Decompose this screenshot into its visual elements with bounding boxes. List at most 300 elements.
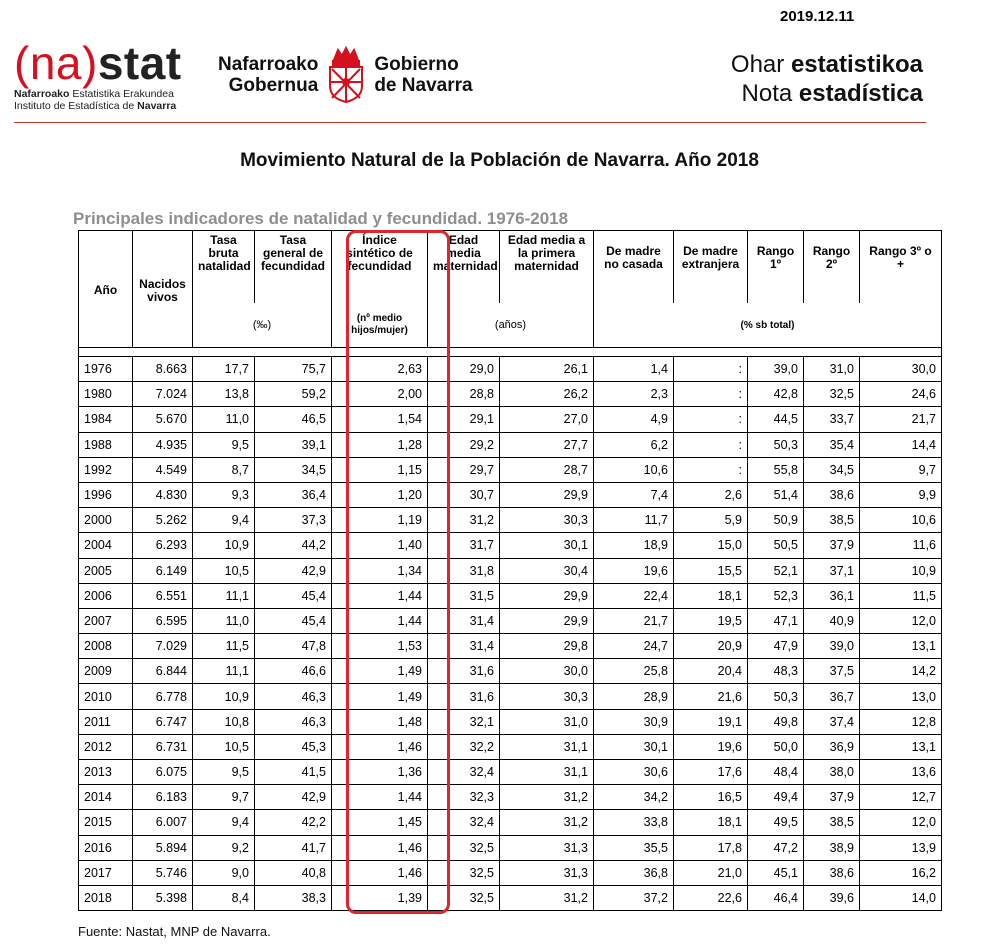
table-cell: 32,1	[428, 709, 500, 734]
table-cell: 44,2	[255, 533, 332, 558]
table-cell: 2012	[79, 734, 133, 759]
table-cell: 19,5	[674, 608, 748, 633]
table-cell: 30,4	[500, 558, 594, 583]
table-row	[79, 760, 942, 785]
table-cell: 42,8	[748, 382, 804, 407]
table-cell: 28,7	[500, 457, 594, 482]
table-cell: 49,8	[748, 709, 804, 734]
table-cell: 4.935	[133, 432, 193, 457]
table-cell: 31,0	[500, 709, 594, 734]
publication-date: 2019.12.11	[780, 8, 855, 25]
unit-children-per-woman: (nº medio hijos/mujer)	[332, 303, 428, 348]
table-cell: 1,34	[332, 558, 428, 583]
table-cell: 2016	[79, 835, 133, 860]
table-cell: 10,6	[860, 508, 942, 533]
table-cell: 2000	[79, 508, 133, 533]
table-cell: 2011	[79, 709, 133, 734]
table-cell: 10,5	[193, 558, 255, 583]
table-cell: 32,5	[804, 382, 860, 407]
table-cell: 32,5	[428, 835, 500, 860]
table-cell: 31,0	[804, 357, 860, 382]
table-cell: 34,2	[594, 785, 674, 810]
table-cell: 11,1	[193, 659, 255, 684]
header-rank-3: Rango 3º o +	[860, 231, 942, 304]
table-cell: 10,9	[860, 558, 942, 583]
table-cell: 11,0	[193, 407, 255, 432]
table-cell: 1,40	[332, 533, 428, 558]
table-cell: 36,8	[594, 860, 674, 885]
table-cell: 24,7	[594, 634, 674, 659]
table-cell: 50,3	[748, 684, 804, 709]
table-cell: 31,5	[428, 583, 500, 608]
table-cell: 20,9	[674, 634, 748, 659]
table-cell: 1,28	[332, 432, 428, 457]
table-cell: 36,1	[804, 583, 860, 608]
table-row	[79, 860, 942, 885]
table-row	[79, 482, 942, 507]
table-cell: 50,0	[748, 734, 804, 759]
government-logo	[218, 46, 473, 104]
table-cell: 26,2	[500, 382, 594, 407]
table-cell: 6,2	[594, 432, 674, 457]
header-births: Nacidos vivos	[133, 231, 193, 348]
table-cell: 8,7	[193, 457, 255, 482]
table-cell: 41,5	[255, 760, 332, 785]
table-cell: 50,3	[748, 432, 804, 457]
header-rank-1: Rango 1º	[748, 231, 804, 304]
table-cell: 29,8	[500, 634, 594, 659]
table-cell: 59,2	[255, 382, 332, 407]
table-subtitle: Principales indicadores de natalidad y fecundidad. 1976-2018	[73, 209, 569, 228]
table-cell: 31,2	[500, 810, 594, 835]
table-cell: 20,4	[674, 659, 748, 684]
table-row	[79, 533, 942, 558]
indicators-table	[78, 230, 942, 911]
table-cell: 1,46	[332, 835, 428, 860]
header-rank-2: Rango 2º	[804, 231, 860, 304]
table-cell: 2006	[79, 583, 133, 608]
table-cell: :	[674, 407, 748, 432]
table-cell: 30,0	[860, 357, 942, 382]
table-row	[79, 457, 942, 482]
table-row	[79, 357, 942, 382]
table-cell: 13,9	[860, 835, 942, 860]
table-cell: 1,46	[332, 734, 428, 759]
table-cell: 6.747	[133, 709, 193, 734]
table-row	[79, 709, 942, 734]
table-cell: 9,0	[193, 860, 255, 885]
table-cell: 45,1	[748, 860, 804, 885]
table-cell: 1,19	[332, 508, 428, 533]
table-cell: 11,6	[860, 533, 942, 558]
table-cell: 21,7	[860, 407, 942, 432]
table-cell: 4.549	[133, 457, 193, 482]
page-title: Movimiento Natural de la Población de Navarra. Año 2018	[240, 150, 759, 171]
table-cell: 10,6	[594, 457, 674, 482]
table-cell: 9,4	[193, 810, 255, 835]
table-cell: 2008	[79, 634, 133, 659]
table-row	[79, 684, 942, 709]
table-cell: 47,9	[748, 634, 804, 659]
table-cell: 2,3	[594, 382, 674, 407]
table-cell: 51,4	[748, 482, 804, 507]
table-cell: 17,7	[193, 357, 255, 382]
table-row	[79, 810, 942, 835]
table-cell: 19,1	[674, 709, 748, 734]
table-cell: 46,3	[255, 709, 332, 734]
table-cell: 28,8	[428, 382, 500, 407]
table-cell: 32,5	[428, 885, 500, 910]
table-cell: 1980	[79, 382, 133, 407]
table-cell: 18,1	[674, 810, 748, 835]
header-year: Año	[79, 231, 133, 348]
table-cell: 31,1	[500, 760, 594, 785]
table-cell: 2007	[79, 608, 133, 633]
table-cell: 11,5	[860, 583, 942, 608]
table-cell: 38,6	[804, 860, 860, 885]
table-cell: 37,9	[804, 533, 860, 558]
table-cell: 52,3	[748, 583, 804, 608]
source-note: Fuente: Nastat, MNP de Navarra.	[78, 924, 271, 939]
table-cell: 31,4	[428, 634, 500, 659]
table-cell: 48,4	[748, 760, 804, 785]
table-cell: 37,2	[594, 885, 674, 910]
table-cell: 26,1	[500, 357, 594, 382]
table-cell: 33,7	[804, 407, 860, 432]
table-cell: 31,3	[500, 835, 594, 860]
table-cell: 14,0	[860, 885, 942, 910]
table-cell: 31,8	[428, 558, 500, 583]
table-cell: 13,8	[193, 382, 255, 407]
table-cell: 32,4	[428, 760, 500, 785]
table-cell: 37,9	[804, 785, 860, 810]
header-divider	[14, 122, 926, 123]
nastat-logo	[14, 37, 182, 112]
table-row	[79, 432, 942, 457]
table-row	[79, 659, 942, 684]
table-cell: 32,5	[428, 860, 500, 885]
table-cell: 2009	[79, 659, 133, 684]
table-cell: 5.398	[133, 885, 193, 910]
unit-years: (años)	[428, 303, 594, 348]
table-cell: 6.293	[133, 533, 193, 558]
table-cell: 19,6	[674, 734, 748, 759]
table-cell: 30,3	[500, 684, 594, 709]
table-row	[79, 634, 942, 659]
table-cell: 12,8	[860, 709, 942, 734]
table-cell: 49,5	[748, 810, 804, 835]
table-cell: 37,1	[804, 558, 860, 583]
table-cell: 2018	[79, 885, 133, 910]
table-cell: 52,1	[748, 558, 804, 583]
table-cell: 32,2	[428, 734, 500, 759]
table-cell: 5.670	[133, 407, 193, 432]
table-cell: 1,46	[332, 860, 428, 885]
table-cell: 5.262	[133, 508, 193, 533]
table-cell: 30,1	[594, 734, 674, 759]
table-row	[79, 734, 942, 759]
table-cell: 29,1	[428, 407, 500, 432]
table-cell: 36,9	[804, 734, 860, 759]
table-cell: 8,4	[193, 885, 255, 910]
table-cell: 38,9	[804, 835, 860, 860]
table-cell: 6.149	[133, 558, 193, 583]
table-cell: 42,2	[255, 810, 332, 835]
table-cell: 32,4	[428, 810, 500, 835]
table-cell: 9,3	[193, 482, 255, 507]
table-cell: 31,3	[500, 860, 594, 885]
table-cell: 38,0	[804, 760, 860, 785]
table-cell: 36,4	[255, 482, 332, 507]
table-cell: 9,2	[193, 835, 255, 860]
table-cell: 5.746	[133, 860, 193, 885]
table-cell: 1,4	[594, 357, 674, 382]
table-cell: 1,44	[332, 608, 428, 633]
table-cell: 31,2	[500, 885, 594, 910]
table-cell: 6.007	[133, 810, 193, 835]
table-cell: 41,7	[255, 835, 332, 860]
table-cell: 50,9	[748, 508, 804, 533]
table-cell: 7.029	[133, 634, 193, 659]
table-cell: 32,3	[428, 785, 500, 810]
table-cell: 17,8	[674, 835, 748, 860]
table-cell: 42,9	[255, 785, 332, 810]
table-cell: 1,54	[332, 407, 428, 432]
table-cell: 31,7	[428, 533, 500, 558]
table-cell: 18,9	[594, 533, 674, 558]
table-cell: 7,4	[594, 482, 674, 507]
table-cell: 30,6	[594, 760, 674, 785]
table-cell: 39,1	[255, 432, 332, 457]
table-cell: 5.894	[133, 835, 193, 860]
table-cell: 6.075	[133, 760, 193, 785]
table-cell: 21,0	[674, 860, 748, 885]
table-cell: 1996	[79, 482, 133, 507]
table-cell: 2,6	[674, 482, 748, 507]
table-cell: 9,5	[193, 760, 255, 785]
table-cell: 46,5	[255, 407, 332, 432]
table-cell: 10,5	[193, 734, 255, 759]
table-cell: 17,6	[674, 760, 748, 785]
header-crude-rate: Tasa bruta natalidad	[193, 231, 255, 304]
table-cell: 30,9	[594, 709, 674, 734]
table-cell: :	[674, 432, 748, 457]
table-cell: 14,2	[860, 659, 942, 684]
table-cell: 1992	[79, 457, 133, 482]
table-cell: 22,4	[594, 583, 674, 608]
table-cell: 38,5	[804, 810, 860, 835]
table-cell: 12,0	[860, 608, 942, 633]
table-cell: 13,0	[860, 684, 942, 709]
table-row	[79, 785, 942, 810]
table-cell: 30,0	[500, 659, 594, 684]
table-cell: 38,5	[804, 508, 860, 533]
table-cell: 5,9	[674, 508, 748, 533]
table-cell: :	[674, 357, 748, 382]
table-cell: 14,4	[860, 432, 942, 457]
table-cell: 29,9	[500, 583, 594, 608]
table-cell: 49,4	[748, 785, 804, 810]
table-cell: 9,7	[193, 785, 255, 810]
header-foreign-mother: De madre extranjera	[674, 231, 748, 304]
table-cell: 31,2	[428, 508, 500, 533]
table-cell: 10,9	[193, 533, 255, 558]
table-cell: 34,5	[804, 457, 860, 482]
table-cell: 24,6	[860, 382, 942, 407]
table-cell: 27,0	[500, 407, 594, 432]
table-cell: 22,6	[674, 885, 748, 910]
table-cell: 2010	[79, 684, 133, 709]
table-cell: :	[674, 382, 748, 407]
table-cell: 47,2	[748, 835, 804, 860]
table-cell: 2017	[79, 860, 133, 885]
table-cell: 2015	[79, 810, 133, 835]
table-cell: 47,8	[255, 634, 332, 659]
table-cell: 1,39	[332, 885, 428, 910]
table-cell: 1,49	[332, 684, 428, 709]
table-cell: 2014	[79, 785, 133, 810]
table-row	[79, 558, 942, 583]
table-cell: 2005	[79, 558, 133, 583]
table-cell: 10,9	[193, 684, 255, 709]
coat-of-arms-icon	[324, 46, 368, 104]
table-cell: 39,6	[804, 885, 860, 910]
table-cell: 46,4	[748, 885, 804, 910]
table-cell: 37,3	[255, 508, 332, 533]
table-cell: 1,20	[332, 482, 428, 507]
table-cell: 38,6	[804, 482, 860, 507]
table-cell: 13,6	[860, 760, 942, 785]
table-cell: 12,0	[860, 810, 942, 835]
table-cell: 8.663	[133, 357, 193, 382]
table-cell: 2,63	[332, 357, 428, 382]
table-cell: 37,4	[804, 709, 860, 734]
table-cell: 16,2	[860, 860, 942, 885]
table-cell: 1,49	[332, 659, 428, 684]
table-cell: 50,5	[748, 533, 804, 558]
header-synthetic-index: Índice sintético de fecundidad	[332, 231, 428, 304]
table-cell: 12,7	[860, 785, 942, 810]
table-cell: 6.778	[133, 684, 193, 709]
table-cell: 1976	[79, 357, 133, 382]
unit-percent-total: (% sb total)	[594, 303, 942, 348]
table-cell: 39,0	[748, 357, 804, 382]
table-cell: 39,0	[804, 634, 860, 659]
table-cell: 27,7	[500, 432, 594, 457]
table-cell: 6.551	[133, 583, 193, 608]
table-cell: 10,8	[193, 709, 255, 734]
table-cell: 1,53	[332, 634, 428, 659]
nastat-logo-stat: stat	[97, 37, 182, 89]
table-row	[79, 885, 942, 910]
nastat-institute-name: Nafarroako Estatistika Erakundea Instituto de Estadística de Navarra	[14, 88, 177, 112]
header-avg-age: Edad media maternidad	[428, 231, 500, 304]
table-cell: 29,9	[500, 608, 594, 633]
table-cell: 19,6	[594, 558, 674, 583]
table-cell: 44,5	[748, 407, 804, 432]
table-cell: 6.183	[133, 785, 193, 810]
table-cell: 9,9	[860, 482, 942, 507]
table-cell: 37,5	[804, 659, 860, 684]
table-cell: 2013	[79, 760, 133, 785]
table-cell: 11,1	[193, 583, 255, 608]
table-cell: 31,4	[428, 608, 500, 633]
statistical-note-title: Ohar estatistikoa Nota estadística	[730, 51, 923, 107]
table-cell: 21,6	[674, 684, 748, 709]
table-cell: 55,8	[748, 457, 804, 482]
table-cell: 9,4	[193, 508, 255, 533]
table-cell: 42,9	[255, 558, 332, 583]
table-cell: 31,1	[500, 734, 594, 759]
table-cell: 29,9	[500, 482, 594, 507]
table-body	[79, 357, 942, 911]
table-row	[79, 382, 942, 407]
table-cell: 29,0	[428, 357, 500, 382]
table-cell: 4,9	[594, 407, 674, 432]
table-cell: 6.844	[133, 659, 193, 684]
table-cell: 31,6	[428, 659, 500, 684]
government-name-spanish: Gobierno de Navarra	[374, 54, 473, 96]
table-row	[79, 608, 942, 633]
table-row	[79, 835, 942, 860]
table-cell: 13,1	[860, 634, 942, 659]
table-cell: 1984	[79, 407, 133, 432]
table-cell: 1,36	[332, 760, 428, 785]
table-row	[79, 407, 942, 432]
table-cell: 4.830	[133, 482, 193, 507]
table-cell: 11,0	[193, 608, 255, 633]
table-cell: 30,3	[500, 508, 594, 533]
table-cell: 2,00	[332, 382, 428, 407]
table-cell: 18,1	[674, 583, 748, 608]
table-cell: 75,7	[255, 357, 332, 382]
table-cell: 48,3	[748, 659, 804, 684]
table-cell: 29,2	[428, 432, 500, 457]
table-cell: 30,1	[500, 533, 594, 558]
table-cell: 15,0	[674, 533, 748, 558]
table-cell: 1,15	[332, 457, 428, 482]
table-cell: 45,3	[255, 734, 332, 759]
table-cell: 46,6	[255, 659, 332, 684]
table-cell: 40,8	[255, 860, 332, 885]
table-cell: 21,7	[594, 608, 674, 633]
table-cell: 11,7	[594, 508, 674, 533]
table-cell: 15,5	[674, 558, 748, 583]
table-cell: 31,6	[428, 684, 500, 709]
table-cell: 38,3	[255, 885, 332, 910]
table-cell: 13,1	[860, 734, 942, 759]
table-cell: 31,2	[500, 785, 594, 810]
table-cell: 11,5	[193, 634, 255, 659]
table-cell: 29,7	[428, 457, 500, 482]
unit-permille: (‰)	[193, 303, 332, 348]
table-cell: 2004	[79, 533, 133, 558]
table-row	[79, 583, 942, 608]
table-cell: 9,5	[193, 432, 255, 457]
header-avg-age-first: Edad media a la primera maternidad	[500, 231, 594, 304]
table-cell: 36,7	[804, 684, 860, 709]
table-cell: 28,9	[594, 684, 674, 709]
table-cell: 1,44	[332, 785, 428, 810]
table-cell: 1988	[79, 432, 133, 457]
table-cell: 1,44	[332, 583, 428, 608]
table-cell: 7.024	[133, 382, 193, 407]
table-cell: 35,4	[804, 432, 860, 457]
header-unmarried-mother: De madre no casada	[594, 231, 674, 304]
nastat-logo-paren: (na)	[14, 37, 98, 89]
table-cell: 25,8	[594, 659, 674, 684]
table-cell: 46,3	[255, 684, 332, 709]
